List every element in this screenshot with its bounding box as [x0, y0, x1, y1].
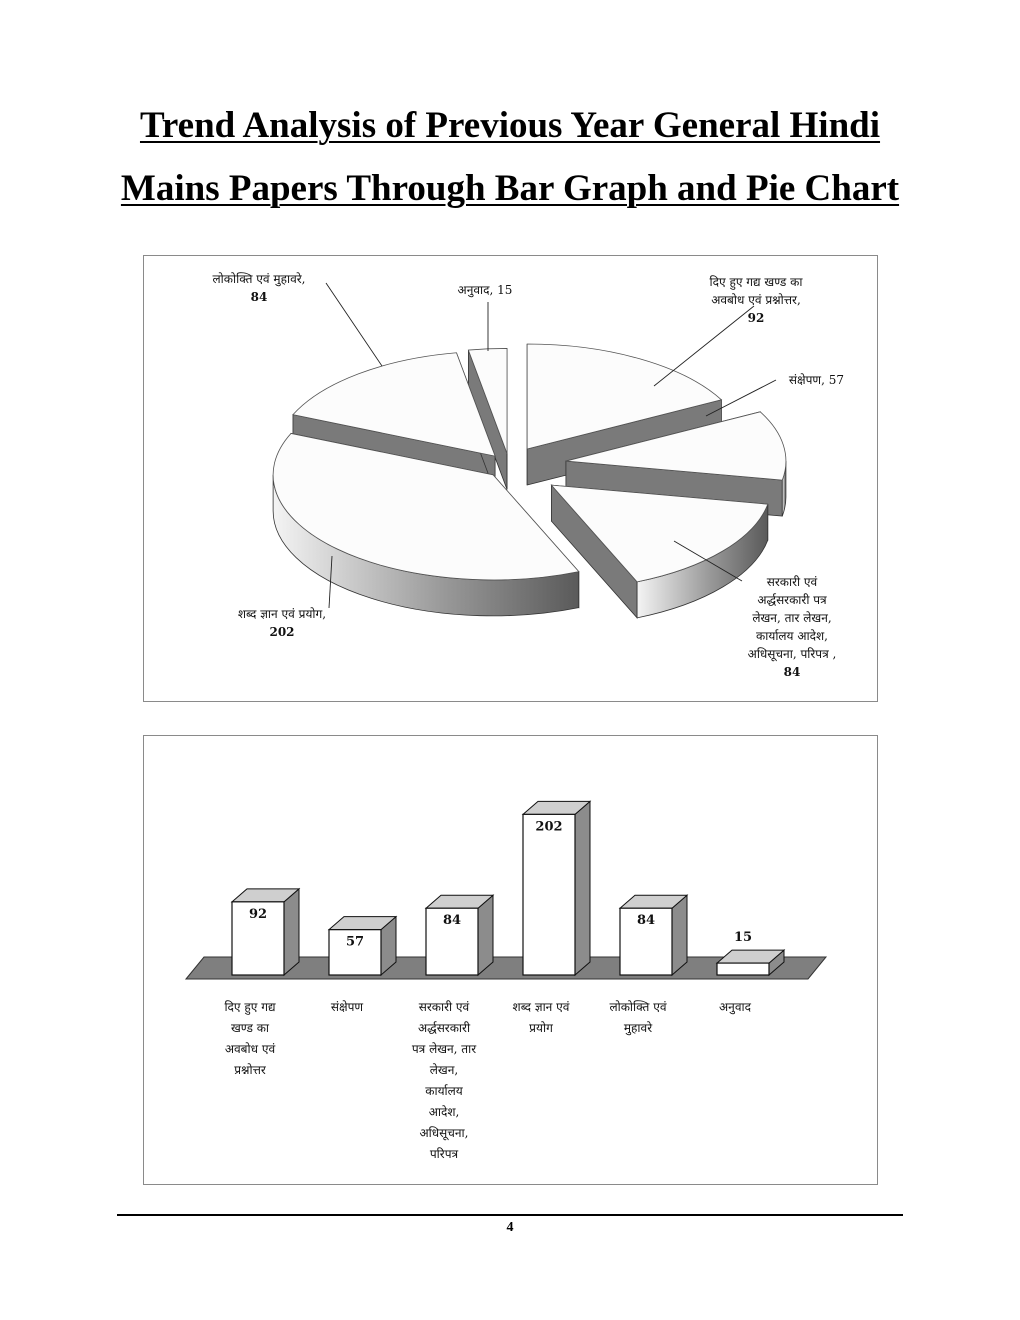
- pie-label-1-line-0: संक्षेपण, 57: [788, 373, 844, 387]
- pie-label-5-line-0: अनुवाद, 15: [457, 283, 513, 297]
- bar-tick-label-3-line-1: प्रयोग: [529, 1021, 553, 1035]
- page-title-line-1: Trend Analysis of Previous Year General Hindi: [139, 105, 881, 146]
- bar-front: [717, 963, 769, 975]
- pie-chart-panel: [143, 255, 878, 702]
- bar-0: [232, 889, 299, 975]
- bar-value-label-5: 15: [733, 930, 753, 946]
- bar-tick-label-4: [609, 1000, 666, 1036]
- bar-value-label-2: 84: [442, 913, 462, 929]
- bar-tick-label-0-line-2: अवबोध एवं: [224, 1042, 276, 1056]
- pie-label-3-line-1: 202: [269, 625, 295, 639]
- bar-tick-label-3-line-0: शब्द ज्ञान एवं: [512, 1000, 570, 1014]
- pie-label-0-line-2: 92: [747, 311, 765, 325]
- pie-label-2-line-5: 84: [783, 665, 801, 679]
- bar-5: [717, 930, 784, 975]
- page-number: 4: [506, 1220, 514, 1235]
- bar-tick-label-0-line-0: दिए हुए गद्य: [224, 1000, 276, 1014]
- pie-label-2-line-4: अधिसूचना, परिपत्र ,: [747, 647, 837, 661]
- bar-tick-label-2-line-1: अर्द्धसरकारी: [417, 1021, 471, 1035]
- bar-tick-label-2-line-3: लेखन,: [429, 1063, 459, 1077]
- pie-label-0-line-0: दिए हुए गद्य खण्ड का: [709, 275, 803, 289]
- pie-label-3: [238, 607, 326, 639]
- pie-label-1: [789, 373, 844, 387]
- bar-side: [284, 889, 299, 975]
- pie-label-2: [748, 575, 837, 679]
- bar-side: [575, 801, 590, 975]
- pie-label-4-line-0: लोकोक्ति एवं मुहावरे,: [212, 272, 306, 286]
- pie-label-0: [710, 275, 804, 325]
- bar-value-label-4: 84: [636, 913, 656, 929]
- bar-tick-label-3: [513, 1000, 570, 1035]
- pie-label-2-line-3: कार्यालय आदेश,: [756, 629, 828, 643]
- pie-label-4: [213, 272, 306, 304]
- bar-3: [523, 801, 590, 975]
- bar-tick-label-0: [224, 1000, 276, 1077]
- footer-rule: [117, 1214, 903, 1216]
- bar-2: [426, 895, 493, 975]
- bar-front: [523, 814, 575, 975]
- bar-chart-panel: [143, 735, 878, 1185]
- bar-tick-label-2-line-6: अधिसूचना,: [419, 1126, 469, 1140]
- bar-tick-label-1: [331, 1000, 364, 1014]
- bar-tick-label-2-line-0: सरकारी एवं: [418, 1000, 470, 1014]
- pie-label-2-line-1: अर्द्धसरकारी पत्र: [757, 593, 827, 607]
- page-title-line-2: Mains Papers Through Bar Graph and Pie Chart: [120, 168, 900, 209]
- pie-label-2-line-2: लेखन, तार लेखन,: [752, 611, 832, 625]
- pie-leader-line-0: [654, 306, 754, 386]
- pie-label-0-line-1: अवबोध एवं प्रश्नोत्तर,: [711, 293, 801, 307]
- bar-value-label-3: 202: [535, 819, 563, 835]
- bar-chart: [144, 736, 877, 1184]
- bar-1: [329, 917, 396, 975]
- bar-tick-label-1-line-0: संक्षेपण: [330, 1000, 364, 1014]
- pie-label-4-line-1: 84: [250, 290, 268, 304]
- pie-chart: [144, 256, 877, 701]
- bar-tick-label-2: [412, 1000, 477, 1161]
- bar-tick-label-2-line-5: आदेश,: [428, 1105, 460, 1119]
- bar-side: [672, 895, 687, 975]
- bar-tick-label-2-line-4: कार्यालय: [425, 1084, 463, 1098]
- bar-tick-label-4-line-1: मुहावरे: [623, 1021, 653, 1035]
- bar-tick-label-5-line-0: अनुवाद: [719, 1000, 751, 1014]
- pie-label-3-line-0: शब्द ज्ञान एवं प्रयोग,: [237, 607, 327, 621]
- pie-label-5: [458, 283, 513, 298]
- pie-label-2-line-0: सरकारी एवं: [766, 575, 818, 589]
- bar-4: [620, 895, 687, 975]
- bar-tick-label-2-line-2: पत्र लेखन, तार: [411, 1042, 477, 1056]
- pie-slice-2: [551, 485, 767, 618]
- bar-side: [478, 895, 493, 975]
- bar-tick-label-2-line-7: परिपत्र: [429, 1147, 459, 1161]
- bar-tick-label-5: [719, 1000, 752, 1015]
- bar-tick-label-0-line-3: प्रश्नोत्तर: [234, 1063, 266, 1077]
- bar-tick-label-4-line-0: लोकोक्ति एवं: [609, 1000, 667, 1014]
- bar-value-label-1: 57: [345, 934, 365, 950]
- bar-value-label-0: 92: [248, 906, 268, 922]
- bar-tick-label-0-line-1: खण्ड का: [230, 1021, 270, 1035]
- pie-leader-line-4: [326, 283, 382, 366]
